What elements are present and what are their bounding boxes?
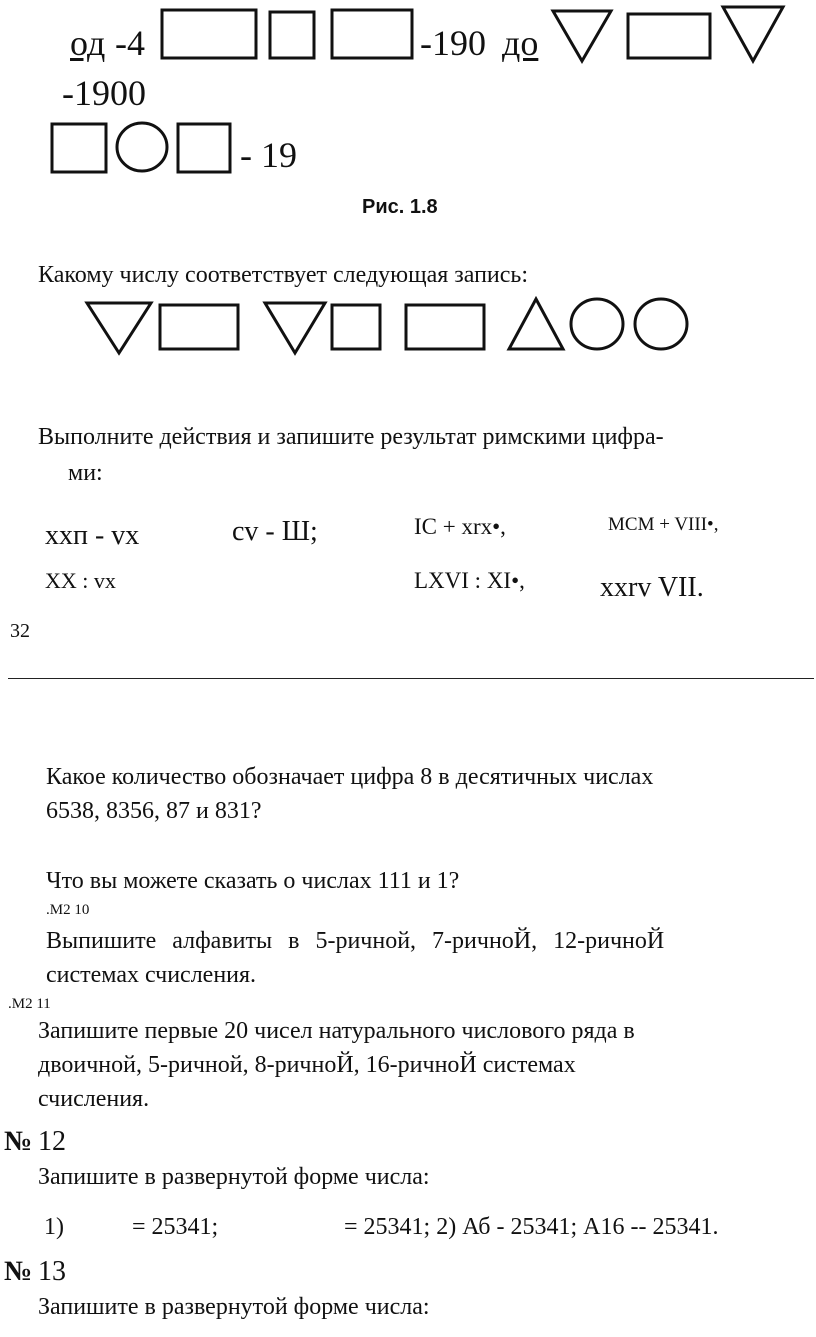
problem13-sign: № [4,1256,33,1287]
row1-to: до [502,23,539,63]
question5-line2: системах счисления. [46,962,257,988]
q1-square-1 [158,303,240,351]
figure-caption: Рис. 1.8 [362,196,438,218]
question5-line1-text: Выпишите алфавиты в 5-ричной, 7-ричноЙ, 12-ричноЙ [46,928,665,954]
problem12-sign: № [4,1126,33,1157]
q1-square-2 [330,303,382,351]
problem13-number: 13 [38,1256,66,1287]
row3-num: - 19 [240,135,297,175]
question6-line3: счисления. [38,1086,150,1112]
problem12-text: Запишите в развернутой форме числа: [38,1164,430,1190]
expr-6: LXVI : XI•, [414,568,525,593]
expr-3: IC + xrx•, [414,514,506,539]
row1-num2: -190 [420,23,486,63]
row1-triangle-down-1 [550,8,614,64]
question2-line1: Выполните действия и запишите результат римскими цифра- [38,424,664,450]
row1-prefix: од [70,23,106,63]
expr-5: XX : vx [45,568,116,593]
question3-line1: Какое количество обозначает цифра 8 в десятичных числах [46,764,654,790]
question6-line2: двоичной, 5-ричной, 8-ричноЙ, 16-ричноЙ системах [38,1052,576,1078]
row3-square-1 [50,122,108,174]
row1-num1: -4 [115,23,145,63]
q1-circle-1 [568,296,626,352]
row3-square-2 [176,122,232,174]
page-divider [8,678,814,679]
problem12-number: 12 [38,1126,66,1157]
label-m2-10: .M2 10 [46,902,90,918]
problem13-text: Запишите в развернутой форме числа: [38,1294,430,1320]
question4-text: Что вы можете сказать о числах 111 и 1? [46,868,460,894]
row2-num: -1900 [62,73,146,113]
q1-triangle-up [506,296,566,352]
question6-line1: Запишите первые 20 чисел натурального числового ряда в [38,1018,635,1044]
expr-1: ххп - vx [45,520,140,551]
q1-circle-2 [632,296,690,352]
question1-text: Какому числу соответствует следующая запись: [38,262,529,288]
question5-line1 [46,928,802,955]
question3-line2: 6538, 8356, 87 и 831? [46,798,262,824]
problem12-part-a: = 25341; [132,1214,219,1240]
row1-square-4 [626,12,712,60]
q1-square-3 [404,303,486,351]
q1-triangle-down-2 [262,300,328,356]
expr-7: xxrv VII. [600,572,704,603]
row3-circle [114,120,170,174]
expr-2: cv - Ш; [232,516,318,547]
row1-square-2 [268,10,316,60]
problem12-item-label: 1) [44,1214,64,1240]
row1-square-1 [160,8,258,60]
row1-triangle-down-2 [720,4,786,64]
page-number: 32 [10,620,30,642]
label-m2-11: .M2 11 [8,996,51,1012]
q1-triangle-down-1 [84,300,154,356]
row1-square-3 [330,8,414,60]
expr-4: MCM + VIII•, [608,514,719,535]
problem12-part-b: = 25341; 2) Аб - 25341; А16 -- 25341. [344,1214,719,1240]
question2-line2: ми: [68,460,103,486]
